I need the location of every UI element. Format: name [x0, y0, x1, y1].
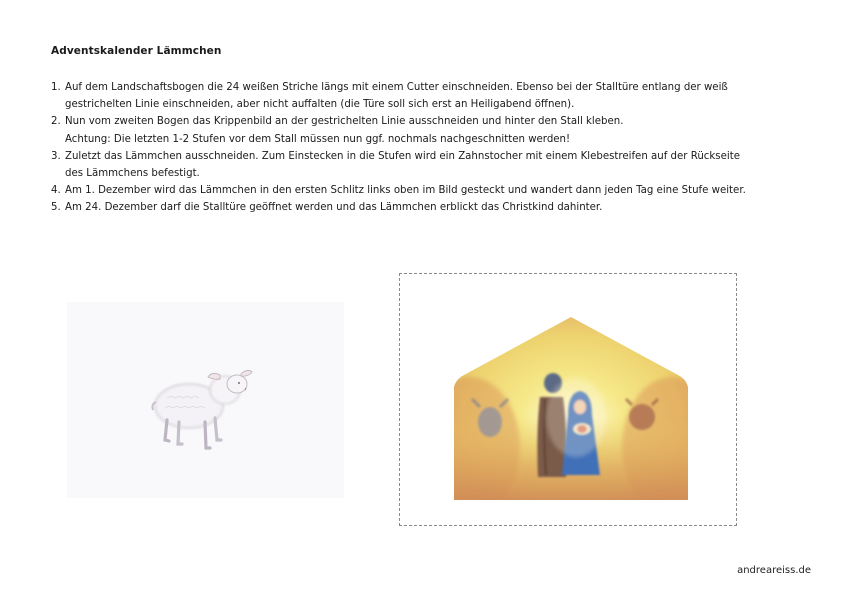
instruction-list: [51, 79, 811, 217]
step-text-line: Am 1. Dezember wird das Lämmchen in den ersten Schlitz links oben im Bild gesteckt und wandert dann jeden Tag eine Stufe weiter.: [65, 185, 746, 197]
step-number: 3.: [51, 150, 61, 162]
step-text-line: Achtung: Die letzten 1-2 Stufen vor dem Stall müssen nun ggf. nochmals nachgeschnitten werden!: [65, 133, 571, 145]
lamb-picture[interactable]: [67, 302, 344, 498]
nativity-picture[interactable]: [450, 317, 692, 504]
step-text-line: Auf dem Landschaftsbogen die 24 weißen Striche längs mit einem Cutter einschneiden. Ebenso bei der Stalltüre entlang der weiß: [65, 82, 728, 93]
nativity-illustration: [450, 317, 692, 500]
step-number: 2.: [51, 116, 61, 128]
credit-text: andreareiss.de: [737, 565, 811, 576]
step-text-line: des Lämmchens befestigt.: [65, 168, 200, 180]
instruction-step-4: [51, 182, 811, 199]
instruction-step-2: [51, 113, 811, 147]
step-number: 5.: [51, 202, 61, 214]
lamb-illustration: [67, 302, 344, 498]
instruction-step-5: [51, 199, 811, 216]
step-number: 1.: [51, 82, 61, 93]
instruction-step-3: [51, 148, 811, 182]
step-text-line: gestrichelten Linie einschneiden, aber nicht auffalten (die Türe soll sich erst an Heiligabend öffnen).: [65, 99, 575, 111]
page-title: Adventskalender Lämmchen: [51, 45, 222, 57]
step-text-line: Nun vom zweiten Bogen das Krippenbild an der gestrichelten Linie ausschneiden und hinter den Stall kleben.: [65, 116, 624, 128]
step-number: 4.: [51, 185, 61, 197]
instruction-step-1: [51, 79, 811, 113]
step-text-line: Zuletzt das Lämmchen ausschneiden. Zum Einstecken in die Stufen wird ein Zahnstocher mit einem Klebestreifen auf der Rückseite: [65, 150, 740, 162]
step-text-line: Am 24. Dezember darf die Stalltüre geöffnet werden und das Lämmchen erblickt das Christkind dahinter.: [65, 202, 603, 214]
